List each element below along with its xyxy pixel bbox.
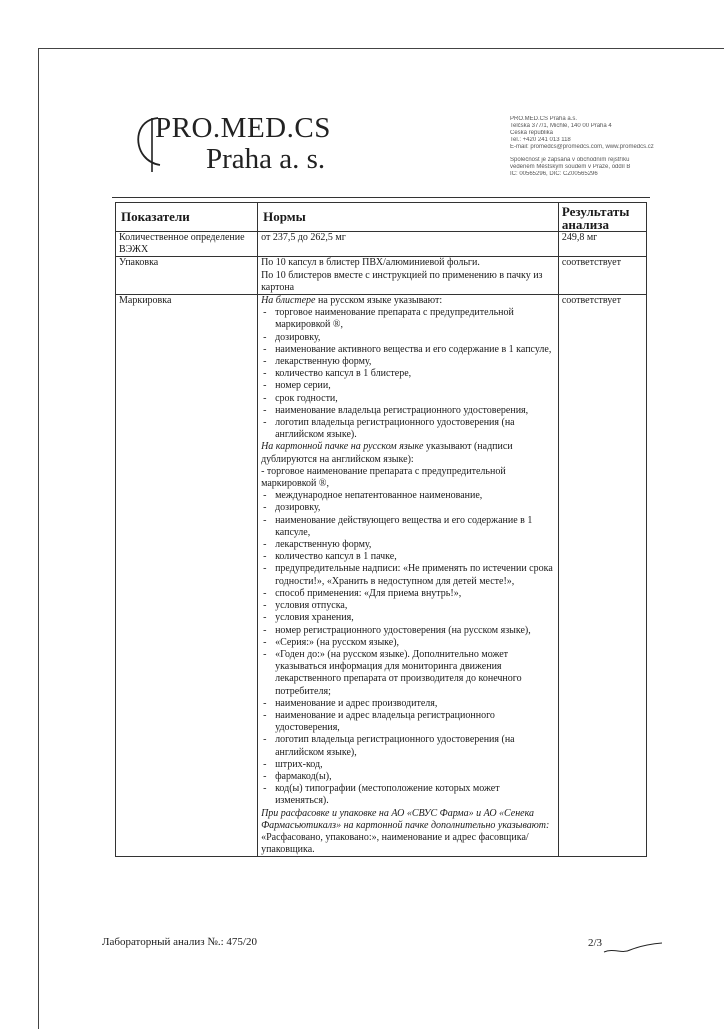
analysis-table [115,202,647,857]
company-info-line: Společnost je zapsána v obchodním rejstříku [510,157,630,163]
row-norm [258,295,559,857]
list-item: - срок годности, [261,393,555,405]
company-logo [128,112,368,176]
row-indicator: Упаковка [116,257,258,295]
list-item: - лекарственную форму, [261,539,555,551]
final-note: При расфасовке и упаковке на АО «СВУС Фарма» и АО «Сенека Фармасьютикалз» на картонной пачке дополнительно указывают: «Расфасовано, упаковано:», наименование и адрес фасовщика/упаковщика. [261,807,550,856]
list-item: - предупредительные надписи: «Не применять по истечении срока годности!», «Хранить в недоступном для детей месте!», [261,563,555,587]
table-row [116,232,647,257]
lab-analysis-number: Лабораторный анализ №.: 475/20 [102,936,257,948]
header-indicator: Показатели [116,203,258,232]
row-norm [258,257,559,295]
company-info-line: Tel.: +420 241 013 118 [510,137,571,143]
list-item: - международное непатентованное наименование, [261,490,555,502]
list-item: - фармакод(ы), [261,771,555,783]
list-item: - номер серии, [261,380,555,392]
company-info-line: Česká republika [510,130,554,136]
table-header-row [116,203,647,232]
company-info-line: E-mail: promedcs@promedcs.com, www.promedcs.cz [510,144,654,150]
table-row [116,295,647,857]
company-info-line: vedeném Městským soudem v Praze, oddíl B [510,164,631,170]
list-item: - способ применения: «Для приема внутрь!», [261,588,555,600]
list-item: - лекарственную форму, [261,356,555,368]
logo-line-2: Praha a. s. [206,143,326,175]
list-item: - наименование и адрес владельца регистрационного удостоверения, [261,710,555,734]
row-result: соответствует [558,295,646,857]
header-norms: Нормы [258,203,559,232]
list-item: - дозировку, [261,502,555,514]
list-item: - логотип владельца регистрационного удостоверения (на английском языке). [261,417,555,441]
row-norm: от 237,5 до 262,5 мг [258,232,559,257]
list-item: - наименование и адрес производителя, [261,698,555,710]
company-contact-block [510,116,670,178]
list-item: - условия отпуска, [261,600,555,612]
list-item: - «Годен до:» (на русском языке). Дополнительно может указываться информация для мониторинга движения лекарственного препарата от производителя до конечного потребителя; [261,649,555,698]
list-item: - наименование действующего вещества и его содержание в 1 капсуле, [261,515,555,539]
row-result: соответствует [558,257,646,295]
company-info-line: Telčská 377/1, Michle, 140 00 Praha 4 [510,123,612,129]
list-item: - наименование активного вещества и его содержание в 1 капсуле, [261,344,555,356]
list-item: - количество капсул в 1 пачке, [261,551,555,563]
list-item: - «Серия:» (на русском языке), [261,637,555,649]
list-item: - штрих-код, [261,759,555,771]
row-indicator: Маркировка [116,295,258,857]
list-item: - наименование владельца регистрационного удостоверения, [261,405,555,417]
pack-first-item: - торговое наименование препарата с предупредительной маркировкой ®, [261,465,506,490]
list-item: - торговое наименование препарата с предупредительной маркировкой ®, [261,307,555,331]
header-results: Результаты анализа [558,203,646,232]
list-item: - код(ы) типографии (местоположение которых может изменяться). [261,783,555,807]
page-number: 2/3 [588,937,603,949]
pack-list [261,490,555,807]
list-item: - дозировку, [261,332,555,344]
company-info-line: IČ: 00565296, DIČ: CZ00565296 [510,171,598,177]
signature-icon [600,938,664,958]
norm-line: По 10 капсул в блистер ПВХ/алюминиевой фольги. [261,257,480,269]
blister-intro: На блистере на русском языке указывают: [261,295,443,307]
pack-intro: На картонной пачке на русском языке указывают (надписи дублируются на английском языке): [261,441,513,465]
table-row [116,257,647,295]
blister-list [261,307,555,441]
list-item: - условия хранения, [261,612,555,624]
row-indicator: Количественное определение ВЭЖХ [116,232,258,257]
norm-line: По 10 блистеров вместе с инструкцией по применению в пачку из картона [261,269,543,293]
logo-line-1: PRO.MED.CS [155,112,331,144]
header-divider [112,197,650,198]
company-info-line: PRO.MED.CS Praha a.s. [510,116,578,122]
list-item: - количество капсул в 1 блистере, [261,368,555,380]
row-result: 249,8 мг [558,232,646,257]
list-item: - номер регистрационного удостоверения (на русском языке), [261,625,555,637]
list-item: - логотип владельца регистрационного удостоверения (на английском языке), [261,734,555,758]
